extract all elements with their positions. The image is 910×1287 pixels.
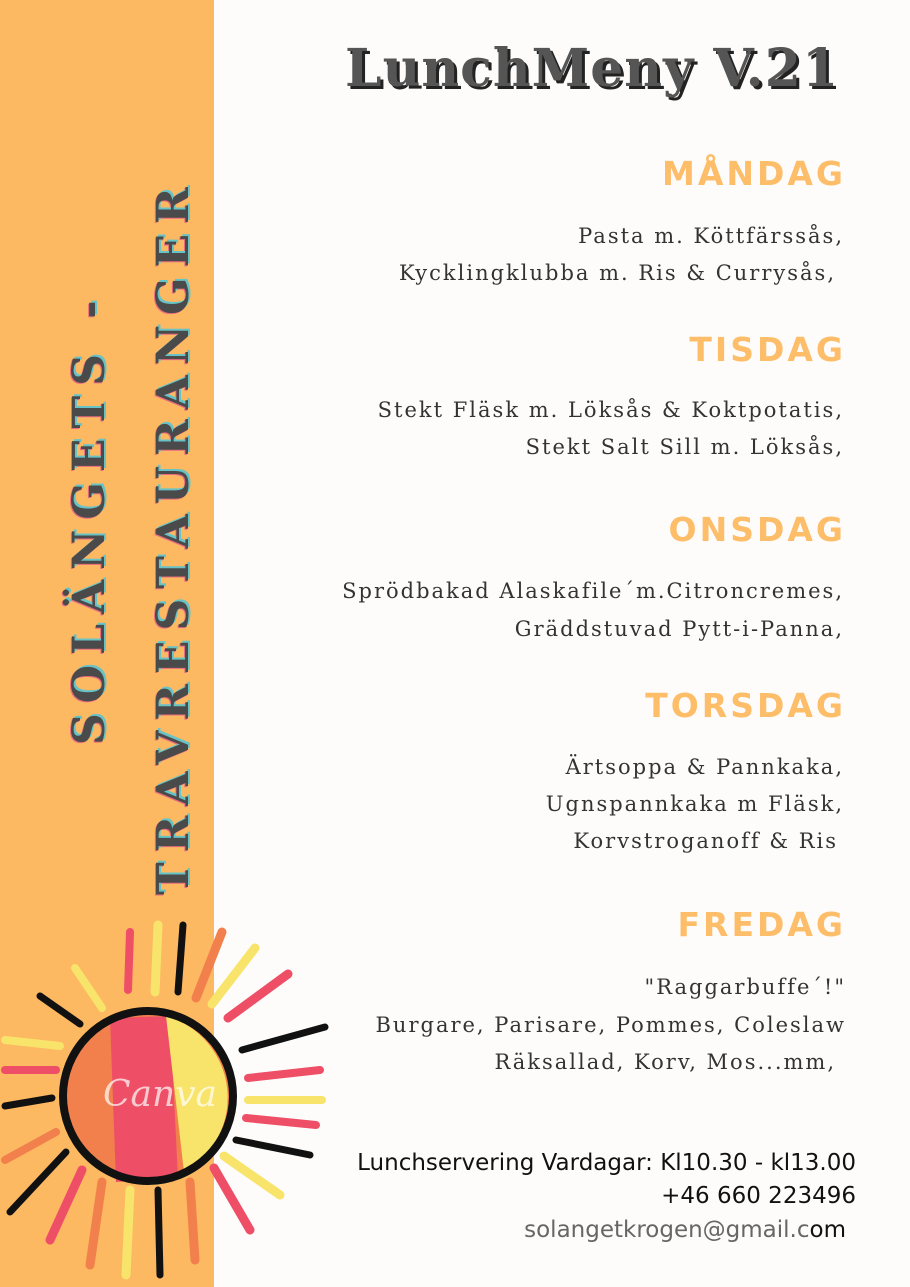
lunch-hours: Lunchservering Vardagar: Kl10.30 - kl13.00 bbox=[357, 1150, 856, 1176]
dish-monday-2: Kycklingklubba m. Ris & Currysås, bbox=[398, 261, 836, 285]
phone-number: +46 660 223496 bbox=[661, 1183, 856, 1209]
dish-friday-2: Burgare, Parisare, Pommes, Coleslaw bbox=[375, 1013, 846, 1037]
dish-friday-3: Räksallad, Korv, Mos...mm, bbox=[494, 1050, 836, 1074]
day-heading-monday: MÅNDAG bbox=[661, 154, 846, 193]
restaurant-name-line-1: SOLÄNGETS - bbox=[64, 290, 115, 745]
day-heading-wednesday: ONSDAG bbox=[668, 510, 846, 549]
menu-title: LunchMeny V.21 bbox=[345, 38, 840, 99]
dish-thursday-3: Korvstroganoff & Ris bbox=[573, 829, 838, 853]
email-address[interactable] bbox=[524, 1217, 846, 1243]
day-heading-friday: FREDAG bbox=[677, 905, 846, 944]
dish-thursday-2: Ugnspannkaka m Fläsk, bbox=[545, 792, 844, 816]
email-tail: om bbox=[809, 1217, 846, 1243]
dish-thursday-1: Ärtsoppa & Pannkaka, bbox=[565, 755, 844, 779]
day-heading-tuesday: TISDAG bbox=[689, 330, 846, 369]
restaurant-name-line-2: TRAVRESTAURANGER bbox=[148, 177, 199, 895]
day-heading-thursday: TORSDAG bbox=[645, 686, 846, 725]
dish-wednesday-1: Sprödbakad Alaskafile´m.Citroncremes, bbox=[342, 579, 844, 603]
dish-friday-1: "Raggarbuffe´!" bbox=[644, 975, 846, 999]
dish-monday-1: Pasta m. Köttfärssås, bbox=[578, 224, 844, 248]
email-main: solangetkrogen@gmail.c bbox=[524, 1217, 810, 1243]
dish-tuesday-2: Stekt Salt Sill m. Löksås, bbox=[525, 435, 844, 459]
canva-watermark: Canva bbox=[103, 1074, 217, 1115]
sun-illustration bbox=[0, 920, 330, 1287]
dish-wednesday-2: Gräddstuvad Pytt-i-Panna, bbox=[514, 617, 844, 641]
dish-tuesday-1: Stekt Fläsk m. Löksås & Koktpotatis, bbox=[377, 398, 844, 422]
